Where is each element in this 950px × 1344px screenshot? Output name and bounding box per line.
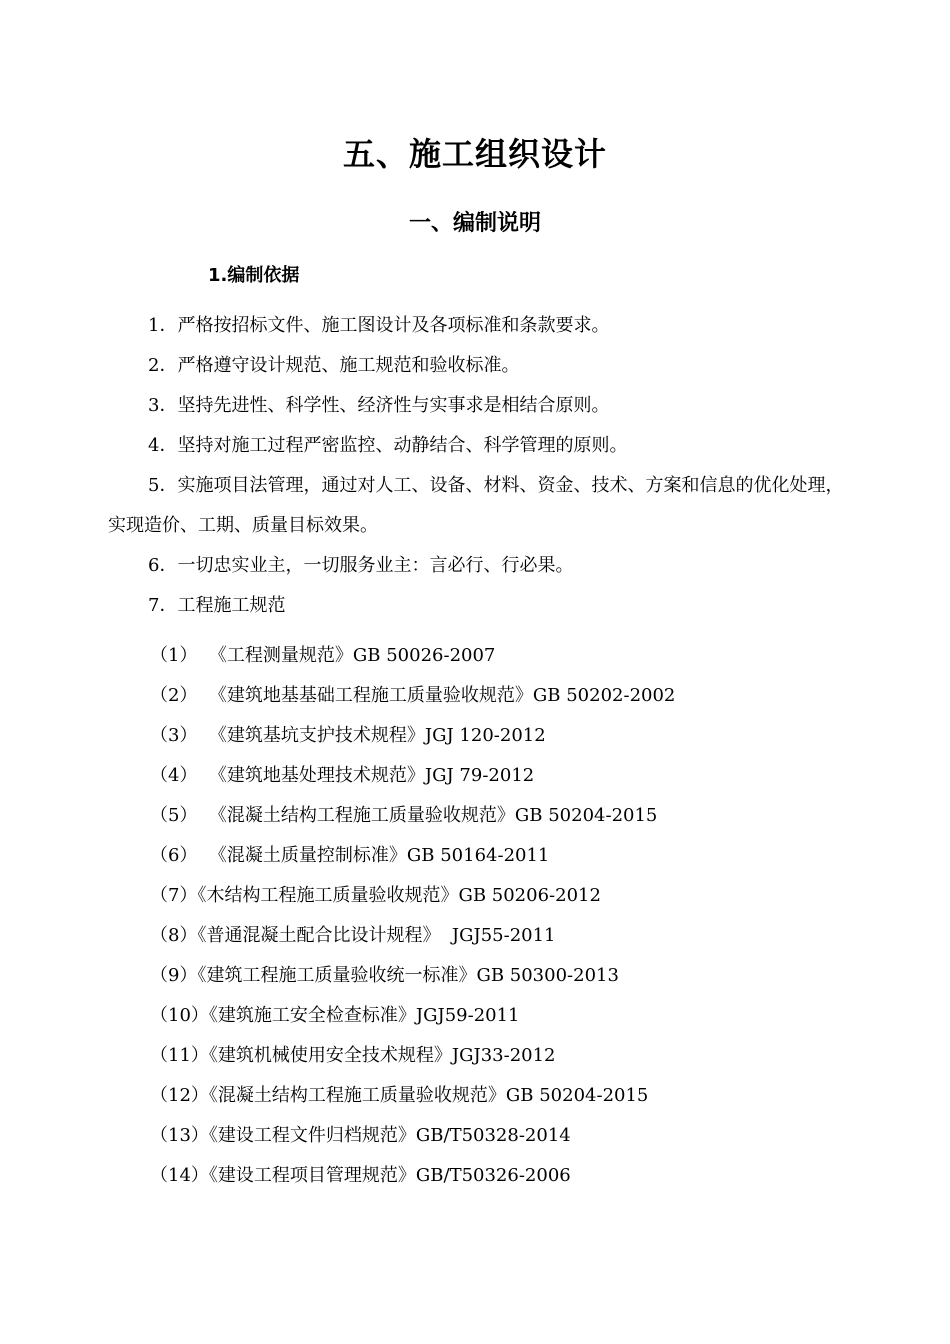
section-heading: 一、编制说明 — [408, 211, 541, 236]
reference-item: （8）《普通混凝土配合比设计规程》 JGJ55-2011 — [150, 925, 556, 946]
reference-item: （12）《混凝土结构工程施工质量验收规范》GB 50204-2015 — [150, 1085, 649, 1106]
document-title: 五、施工组织设计 — [342, 135, 607, 173]
paragraph-3: 3．坚持先进性、科学性、经济性与实事求是相结合原则。 — [148, 395, 610, 416]
reference-item: （6） 《混凝土质量控制标准》GB 50164-2011 — [150, 845, 550, 866]
paragraph-6: 6．一切忠实业主，一切服务业主：言必行、行必果。 — [148, 555, 574, 576]
reference-item: （4） 《建筑地基处理技术规范》JGJ 79-2012 — [150, 765, 535, 786]
reference-item: （13）《建设工程文件归档规范》GB/T50328-2014 — [150, 1125, 571, 1146]
paragraph-5: 5．实施项目法管理，通过对人工、设备、材料、资金、技术、方案和信息的优化处理，实现造价、工期、质量目标效果。 — [108, 475, 844, 536]
reference-item: （2） 《建筑地基基础工程施工质量验收规范》GB 50202-2002 — [150, 685, 676, 706]
reference-item: （3） 《建筑基坑支护技术规程》JGJ 120-2012 — [150, 725, 546, 746]
sub-heading: 1.编制依据 — [208, 265, 300, 286]
reference-item: （1） 《工程测量规范》GB 50026-2007 — [150, 645, 496, 666]
paragraph-2: 2．严格遵守设计规范、施工规范和验收标准。 — [148, 355, 520, 376]
paragraph-1: 1．严格按招标文件、施工图设计及各项标准和条款要求。 — [148, 315, 610, 336]
reference-item: （9）《建筑工程施工质量验收统一标准》GB 50300-2013 — [150, 965, 619, 986]
reference-item: （10）《建筑施工安全检查标准》JGJ59-2011 — [150, 1005, 520, 1026]
reference-item: （7）《木结构工程施工质量验收规范》GB 50206-2012 — [150, 885, 601, 906]
paragraph-7: 7．工程施工规范 — [148, 595, 286, 616]
paragraph-4: 4．坚持对施工过程严密监控、动静结合、科学管理的原则。 — [148, 435, 628, 456]
reference-item: （14）《建设工程项目管理规范》GB/T50326-2006 — [150, 1165, 571, 1186]
reference-item: （5） 《混凝土结构工程施工质量验收规范》GB 50204-2015 — [150, 805, 658, 826]
reference-item: （11）《建筑机械使用安全技术规程》JGJ33-2012 — [150, 1045, 556, 1066]
